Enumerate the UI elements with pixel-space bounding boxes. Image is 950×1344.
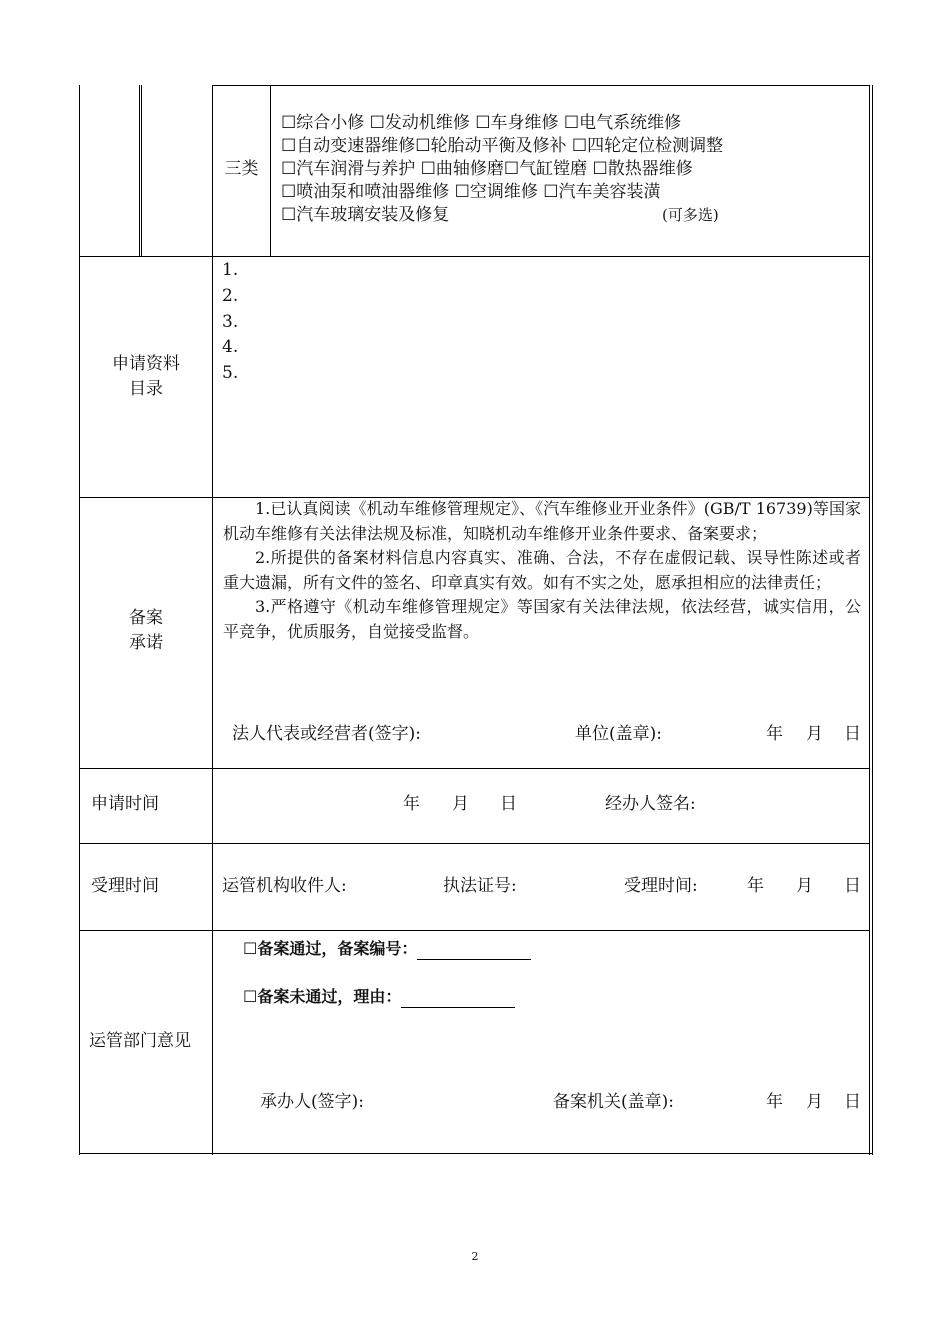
materials-item[interactable]: 5. [222, 363, 239, 383]
commitment-text [223, 497, 861, 644]
table-border-right-outer [872, 85, 873, 1155]
accept-time-field-label: 受理时间: [624, 876, 698, 896]
commitment-label [80, 606, 212, 656]
opinion-month: 月 [806, 1092, 823, 1112]
row-border-5 [79, 930, 870, 931]
commitment-paragraph: 1.已认真阅读《机动车维修管理规定》、《汽车维修业开业条件》(GB/T 16739)等国家机动车维修有关法律法规及标准，知晓机动车维修开业条件要求、备案要求； [223, 499, 861, 543]
materials-label [80, 352, 212, 402]
rejection-reason-blank[interactable] [401, 989, 515, 1008]
accept-day: 日 [844, 876, 861, 896]
approved-option[interactable] [243, 937, 531, 960]
row-border-1 [79, 256, 870, 257]
label-column-divider [212, 85, 213, 1155]
table-border-bottom [79, 1153, 873, 1154]
opinion-label: 运管部门意见 [89, 1031, 191, 1051]
undertaker-signature-label[interactable]: 承办人(签字): [260, 1092, 364, 1112]
handler-signature-label[interactable]: 经办人签名: [605, 794, 696, 814]
filing-number-blank[interactable] [417, 941, 531, 960]
materials-label-line2: 目录 [129, 379, 163, 399]
top-row-divider-2 [141, 85, 142, 257]
opinion-day: 日 [844, 1092, 861, 1112]
opinion-year: 年 [766, 1092, 783, 1112]
unit-seal-label[interactable]: 单位(盖章): [575, 724, 662, 744]
category-option-line[interactable]: ☐综合小修 ☐发动机维修 ☐车身维修 ☐电气系统维修 [281, 113, 682, 133]
apply-time-label: 申请时间 [91, 794, 159, 814]
top-row-divider-3 [270, 85, 271, 257]
accept-month: 月 [796, 876, 813, 896]
apply-day: 日 [500, 794, 517, 814]
multi-select-note: (可多选) [662, 206, 719, 224]
category-option-line[interactable]: ☐汽车润滑与养护 ☐曲轴修磨☐气缸镗磨 ☐散热器维修 [281, 159, 693, 179]
table-border-right [869, 85, 870, 1155]
materials-item[interactable]: 1. [222, 260, 239, 280]
commitment-label-line1: 备案 [129, 608, 163, 628]
category-option-line[interactable]: ☐汽车玻璃安装及修复 [281, 205, 450, 225]
row-border-4 [79, 843, 870, 844]
accept-year: 年 [747, 876, 764, 896]
row-border-3 [79, 768, 870, 769]
materials-item[interactable]: 2. [222, 286, 239, 306]
commitment-year: 年 [766, 724, 783, 744]
receiver-label[interactable]: 运管机构收件人: [222, 876, 347, 896]
accept-time-label: 受理时间 [91, 876, 159, 896]
top-row-top-border [212, 85, 870, 86]
commitment-month: 月 [806, 724, 823, 744]
legal-rep-signature-label[interactable]: 法人代表或经营者(签字): [232, 724, 421, 744]
top-row-divider-1 [139, 85, 140, 257]
apply-year: 年 [403, 794, 420, 814]
category-label: 三类 [224, 159, 259, 179]
license-number-label[interactable]: 执法证号: [443, 876, 517, 896]
approved-text: ☐备案通过，备案编号： [243, 939, 418, 958]
materials-item[interactable]: 4. [222, 337, 239, 357]
category-option-line[interactable]: ☐自动变速器维修☐轮胎动平衡及修补 ☐四轮定位检测调整 [281, 136, 724, 156]
rejected-text: ☐备案未通过，理由： [243, 987, 402, 1006]
authority-seal-label[interactable]: 备案机关(盖章): [553, 1092, 674, 1112]
category-option-line[interactable]: ☐喷油泵和喷油器维修 ☐空调维修 ☐汽车美容装潢 [281, 182, 661, 202]
commitment-label-line2: 承诺 [129, 633, 163, 653]
commitment-day: 日 [844, 724, 861, 744]
apply-month: 月 [452, 794, 469, 814]
commitment-paragraph: 2.所提供的备案材料信息内容真实、准确、合法，不存在虚假记载、误导性陈述或者重大遗漏，所有文件的签名、印章真实有效。如有不实之处，愿承担相应的法律责任； [223, 548, 861, 592]
commitment-paragraph: 3.严格遵守《机动车维修管理规定》等国家有关法律法规，依法经营，诚实信用，公平竞争，优质服务，自觉接受监督。 [223, 597, 861, 641]
materials-label-line1: 申请资料 [112, 354, 180, 374]
rejected-option[interactable] [243, 985, 515, 1008]
page-number: 2 [471, 1250, 479, 1263]
materials-item[interactable]: 3. [222, 312, 239, 332]
